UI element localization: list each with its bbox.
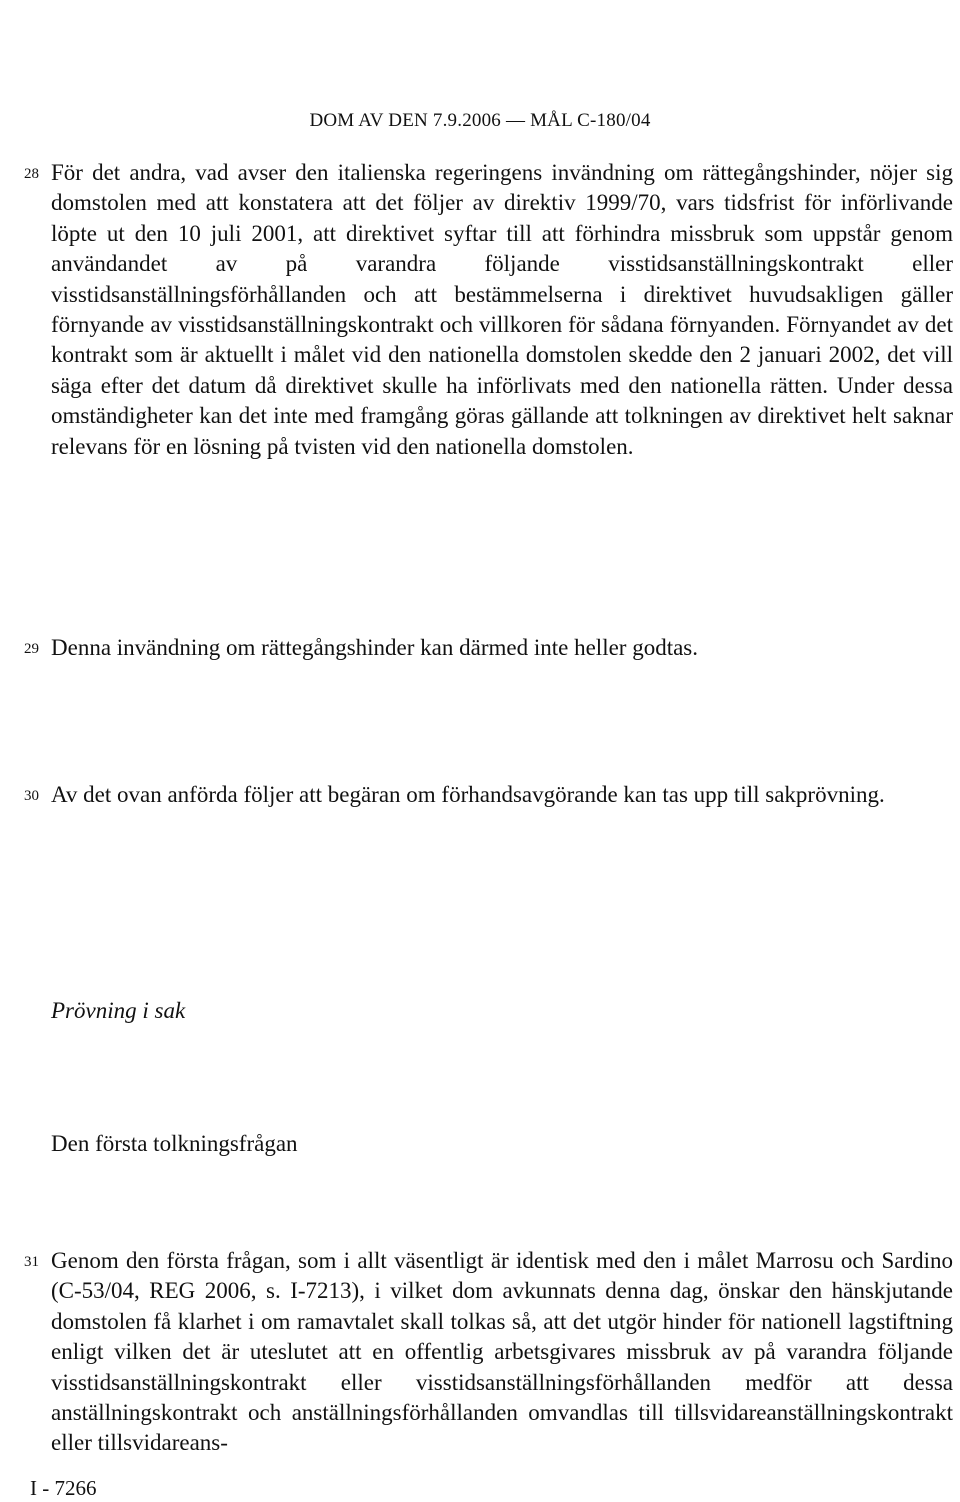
page-number: I - 7266 (30, 1476, 97, 1500)
paragraph-text: Av det ovan anförda följer att begäran om förhandsavgörande kan tas upp till sakprövning. (51, 782, 885, 807)
paragraph-number: 31 (24, 1254, 39, 1270)
page-header: DOM AV DEN 7.9.2006 — MÅL C-180/04 (309, 110, 651, 131)
subsection-heading: Den första tolkningsfrågan (51, 1131, 298, 1156)
paragraph-text: Denna invändning om rättegångshinder kan därmed inte heller godtas. (51, 635, 698, 660)
paragraph-number: 29 (24, 641, 39, 657)
paragraph-number: 30 (24, 788, 39, 804)
paragraph-number: 28 (24, 166, 39, 182)
paragraph-text: Genom den första frågan, som i allt väsentligt är identisk med den i målet Marrosu och Sardino (C-53/04, REG 2006, s. I-7213), i vilket dom avkunnats denna dag, önskar den hänskjutande domstolen få klarhet i om ramavtalet skall tolkas så, att det utgör hinder för nationell lagstiftning enligt vilken det är uteslutet att en offentlig arbetsgivares missbruk av på varandra följande visstidsanställningskontrakt eller visstidsanställningsförhållanden medför att dessa anställningskontrakt och anställningsförhållanden omvandlas till tillsvidareanställningskontrakt eller tillsvidareans- (51, 1248, 953, 1456)
section-heading: Prövning i sak (51, 998, 186, 1023)
paragraph-text: För det andra, vad avser den italienska regeringens invändning om rättegångshinder, nöjer sig domstolen med att konstatera att det följer av direktiv 1999/70, vars tidsfrist för införlivande löpte ut den 10 juli 2001, att direktivet syftar till att förhindra missbruk som uppstår genom användandet av på varandra följande visstidsanställningskontrakt eller visstidsanställningsförhållanden och att bestämmelserna i direktivet huvudsakligen gäller förnyande av visstidsanställningskontrakt och villkoren för sådana förnyanden. Förnyandet av det kontrakt som är aktuellt i målet vid den nationella domstolen skedde den 2 januari 2002, det vill säga efter det datum då direktivet skulle ha införlivats med den nationella rätten. Under dessa omständigheter kan det inte med framgång göras gällande att tolkningen av direktivet helt saknar relevans för en lösning på tvisten vid den nationella domstolen. (51, 160, 953, 459)
